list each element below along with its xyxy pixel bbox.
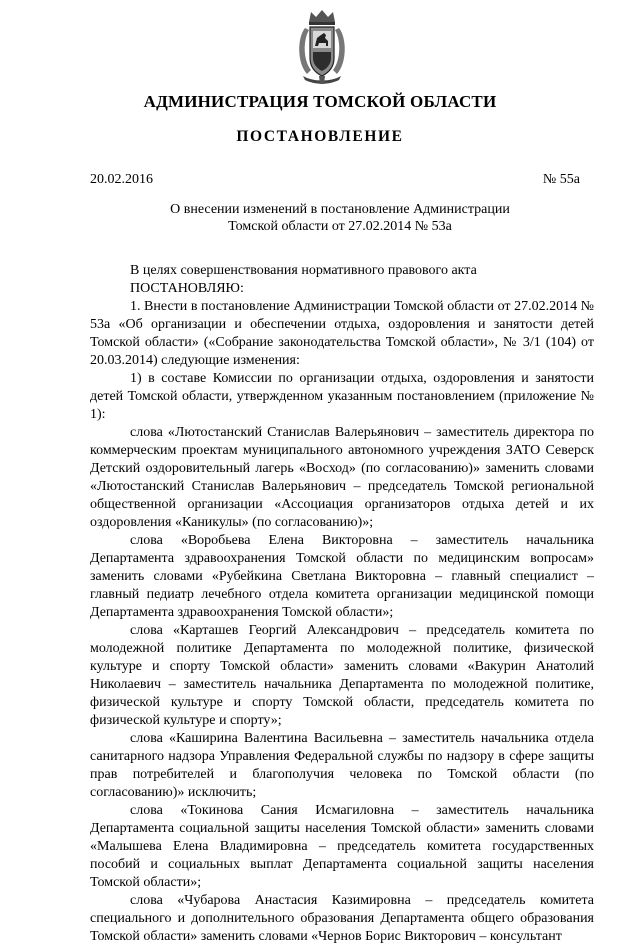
document-number: № 55а bbox=[542, 172, 580, 187]
subject-line-2: Томской области от 27.02.2014 № 53а bbox=[228, 219, 452, 234]
coat-of-arms-icon bbox=[295, 8, 349, 86]
document-subject bbox=[90, 201, 590, 235]
paragraph-6: слова «Чубарова Анастасия Казимировна – председатель комитета специального и дополнительного образования Департамента общего образования Томской области» заменить словами «Чернов Борис Викторович – консультант bbox=[90, 893, 594, 944]
document-body bbox=[90, 262, 594, 946]
organization-title: АДМИНИСТРАЦИЯ ТОМСКОЙ ОБЛАСТИ bbox=[143, 92, 497, 111]
paragraph-4: слова «Каширина Валентина Васильевна – заместитель начальника отдела санитарного надзора Управления Федеральной службы по надзору в сфере защиты прав потребителей и благополучия человека по Томской области (по согласованию)» исключить; bbox=[90, 731, 594, 800]
resolve-heading: ПОСТАНОВЛЯЮ: bbox=[130, 281, 244, 296]
paragraph-1: слова «Лютостанский Станислав Валерьянович – заместитель директора по коммерческим проектам муниципального автономного учреждения ЗАТО Северск Детский оздоровительный лагерь «Восход» (по согласованию)» заменить словами «Лютостанский Станислав Валерьянович – председатель Томской региональной общественной организации «Ассоциация организаторов отдыха детей и их оздоровления «Каникулы» (по согласованию)»; bbox=[90, 425, 594, 530]
paragraph-2: слова «Воробьева Елена Викторовна – заместитель начальника Департамента здравоохранения Томской области по медицинским вопросам» заменить словами «Рубейкина Светлана Викторовна – главный специалист – главный педиатр лечебного отдела комитета организации медицинской помощи Департамента здравоохранения Томской области»; bbox=[90, 533, 594, 620]
document-type: ПОСТАНОВЛЕНИЕ bbox=[236, 128, 404, 145]
paragraph-3: слова «Карташев Георгий Александрович – председатель комитета по молодежной политике Департамента по молодежной политике, физической культуре и спорту Томской области» заменить словами «Вакурин Анатолий Николаевич – заместитель начальника Департамента по молодежной политике, физической культуре и спорту Томской области, председатель комитета по физической культуре и спорту»; bbox=[90, 623, 594, 728]
subject-line-1: О внесении изменений в постановление Администрации bbox=[170, 202, 510, 217]
item-1: 1. Внести в постановление Администрации Томской области от 27.02.2014 № 53а «Об организации и обеспечении отдыха, оздоровления и занятости детей Томской области» («Собрание законодательства Томской области», № 3/1 (104) от 20.03.2014) следующие изменения: bbox=[90, 299, 594, 368]
paragraph-5: слова «Токинова Сания Исмагиловна – заместитель начальника Департамента социальной защиты населения Томской области» заменить словами «Малышева Елена Владимировна – председатель комитета государственных пособий и социальных выплат Департамента социальной защиты населения Томской области»; bbox=[90, 803, 594, 890]
subitem-1: 1) в составе Комиссии по организации отдыха, оздоровления и занятости детей Томской области, утвержденном указанным постановлением (приложение № 1): bbox=[90, 371, 594, 422]
document-date: 20.02.2016 bbox=[90, 172, 153, 187]
preamble: В целях совершенствования нормативного правового акта bbox=[130, 263, 477, 278]
